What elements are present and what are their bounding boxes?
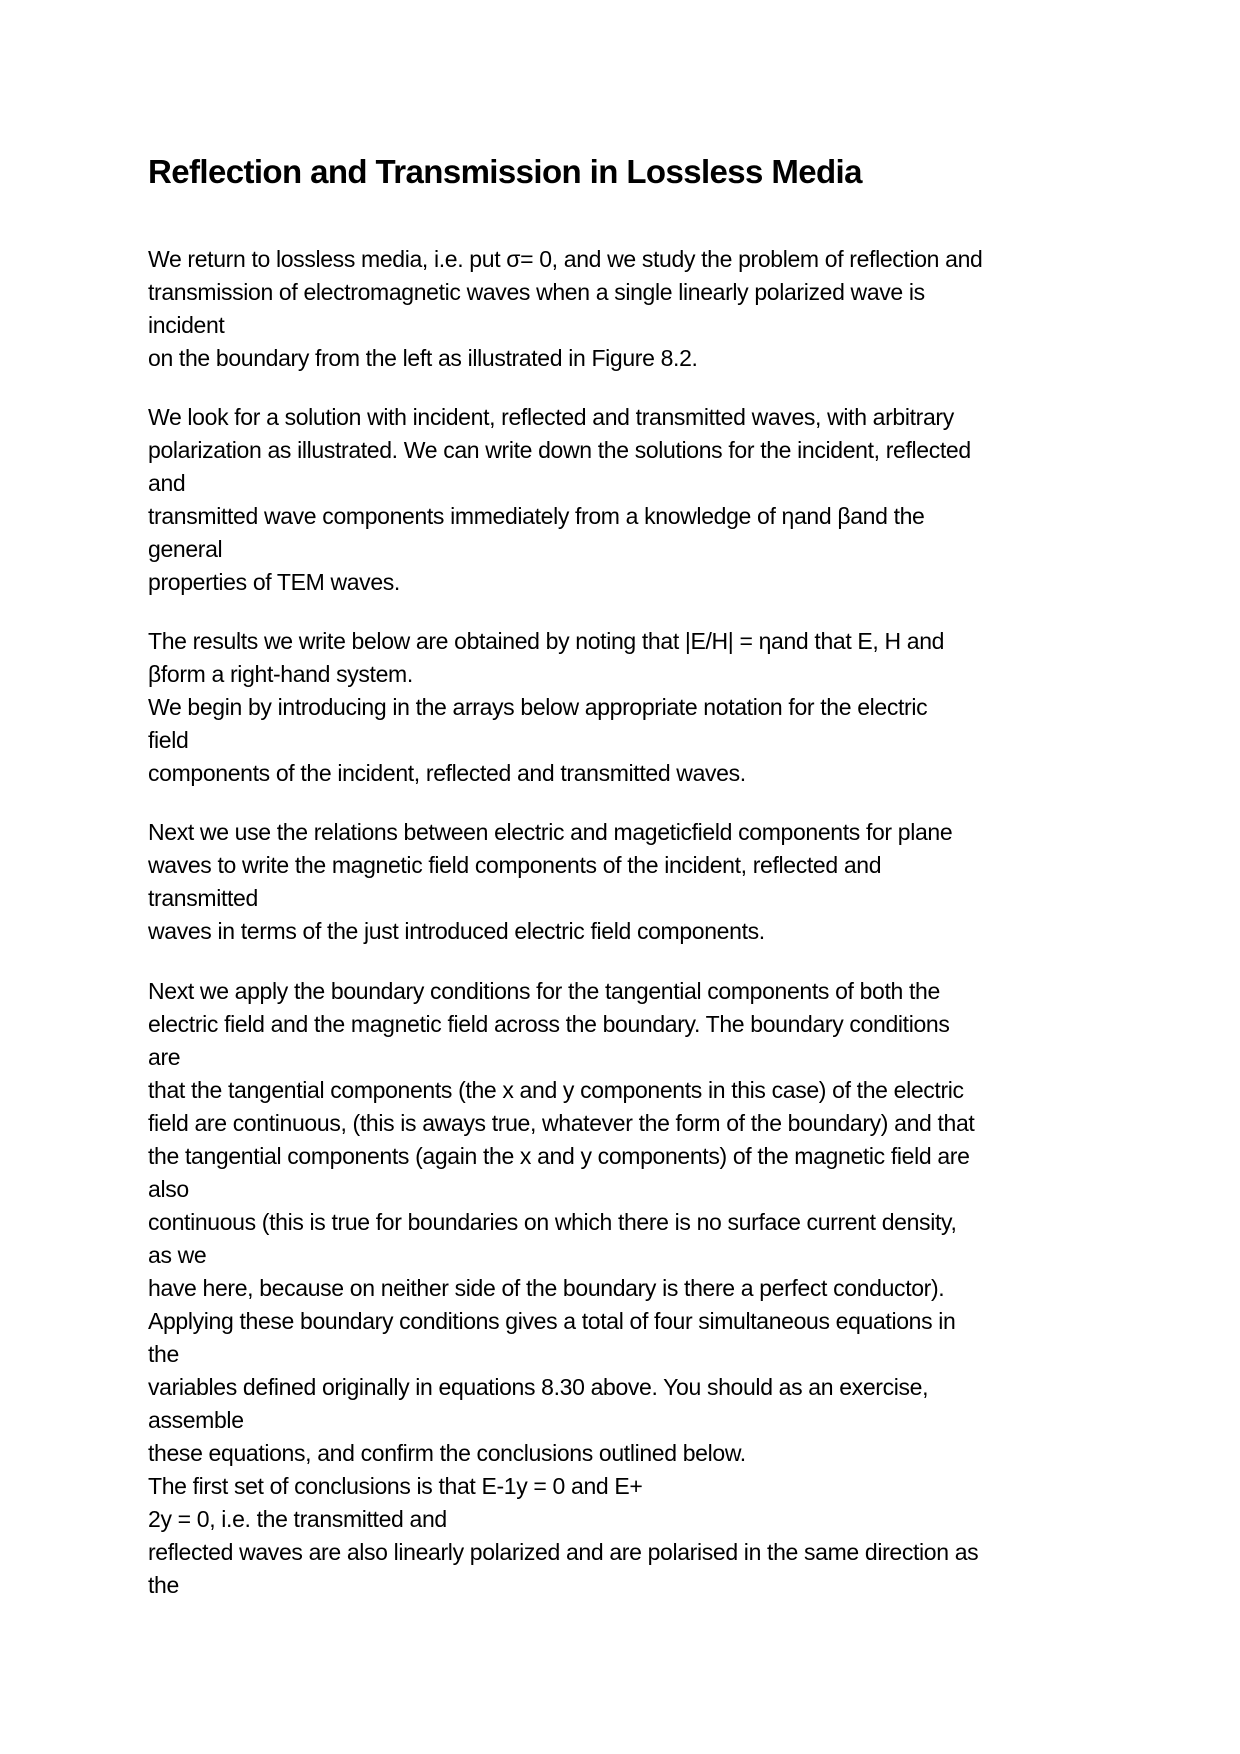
paragraph-5 <box>148 975 1098 1602</box>
text-line: the tangential components (again the x and y components) of the magnetic field are <box>148 1143 970 1169</box>
text-line: field are continuous, (this is aways true, whatever the form of the boundary) and that <box>148 1110 975 1136</box>
text-line: electric field and the magnetic field across the boundary. The boundary conditions <box>148 1011 950 1037</box>
text-line: Next we apply the boundary conditions for the tangential components of both the <box>148 978 940 1004</box>
paragraph-4 <box>148 816 1098 948</box>
text-line: We look for a solution with incident, reflected and transmitted waves, with arbitrary <box>148 404 954 430</box>
text-line: properties of TEM waves. <box>148 569 400 595</box>
text-line: the <box>148 1341 179 1367</box>
text-line: We return to lossless media, i.e. put σ= 0, and we study the problem of reflection and <box>148 246 983 272</box>
text-line: general <box>148 536 223 562</box>
paragraph-2 <box>148 401 1098 599</box>
text-line: are <box>148 1044 181 1070</box>
text-line: components of the incident, reflected and transmitted waves. <box>148 760 746 786</box>
text-line: field <box>148 727 189 753</box>
text-line: incident <box>148 312 225 338</box>
text-line: 2y = 0, i.e. the transmitted and <box>148 1506 447 1532</box>
text-line: The results we write below are obtained by noting that |E/H| = ηand that E, H and <box>148 628 945 654</box>
text-line: waves to write the magnetic field components of the incident, reflected and <box>148 852 882 878</box>
text-line: assemble <box>148 1407 244 1433</box>
text-line: on the boundary from the left as illustrated in Figure 8.2. <box>148 345 698 371</box>
text-line: also <box>148 1176 189 1202</box>
text-line: as we <box>148 1242 207 1268</box>
text-line: variables defined originally in equations 8.30 above. You should as an exercise, <box>148 1374 929 1400</box>
text-line: transmission of electromagnetic waves when a single linearly polarized wave is <box>148 279 925 305</box>
text-line: transmitted <box>148 885 258 911</box>
document-title: Reflection and Transmission in Lossless Media <box>148 153 862 190</box>
text-line: The first set of conclusions is that E-1y = 0 and E+ <box>148 1473 643 1499</box>
text-line: and <box>148 470 186 496</box>
text-line: the <box>148 1572 179 1598</box>
text-line: these equations, and confirm the conclusions outlined below. <box>148 1440 746 1466</box>
text-line: Next we use the relations between electric and mageticfield components for plane <box>148 819 953 845</box>
text-line: We begin by introducing in the arrays below appropriate notation for the electric <box>148 694 928 720</box>
text-line: waves in terms of the just introduced electric field components. <box>148 918 765 944</box>
text-line: βform a right-hand system. <box>148 661 413 687</box>
text-line: Applying these boundary conditions gives a total of four simultaneous equations in <box>148 1308 956 1334</box>
text-line: polarization as illustrated. We can write down the solutions for the incident, reflected <box>148 437 971 463</box>
text-line: continuous (this is true for boundaries on which there is no surface current density, <box>148 1209 957 1235</box>
text-line: that the tangential components (the x and y components in this case) of the electric <box>148 1077 964 1103</box>
paragraph-1 <box>148 243 1098 375</box>
text-line: have here, because on neither side of the boundary is there a perfect conductor). <box>148 1275 945 1301</box>
text-line: transmitted wave components immediately from a knowledge of ηand βand the <box>148 503 925 529</box>
text-line: reflected waves are also linearly polarized and are polarised in the same direction as <box>148 1539 979 1565</box>
paragraph-3 <box>148 625 1098 790</box>
